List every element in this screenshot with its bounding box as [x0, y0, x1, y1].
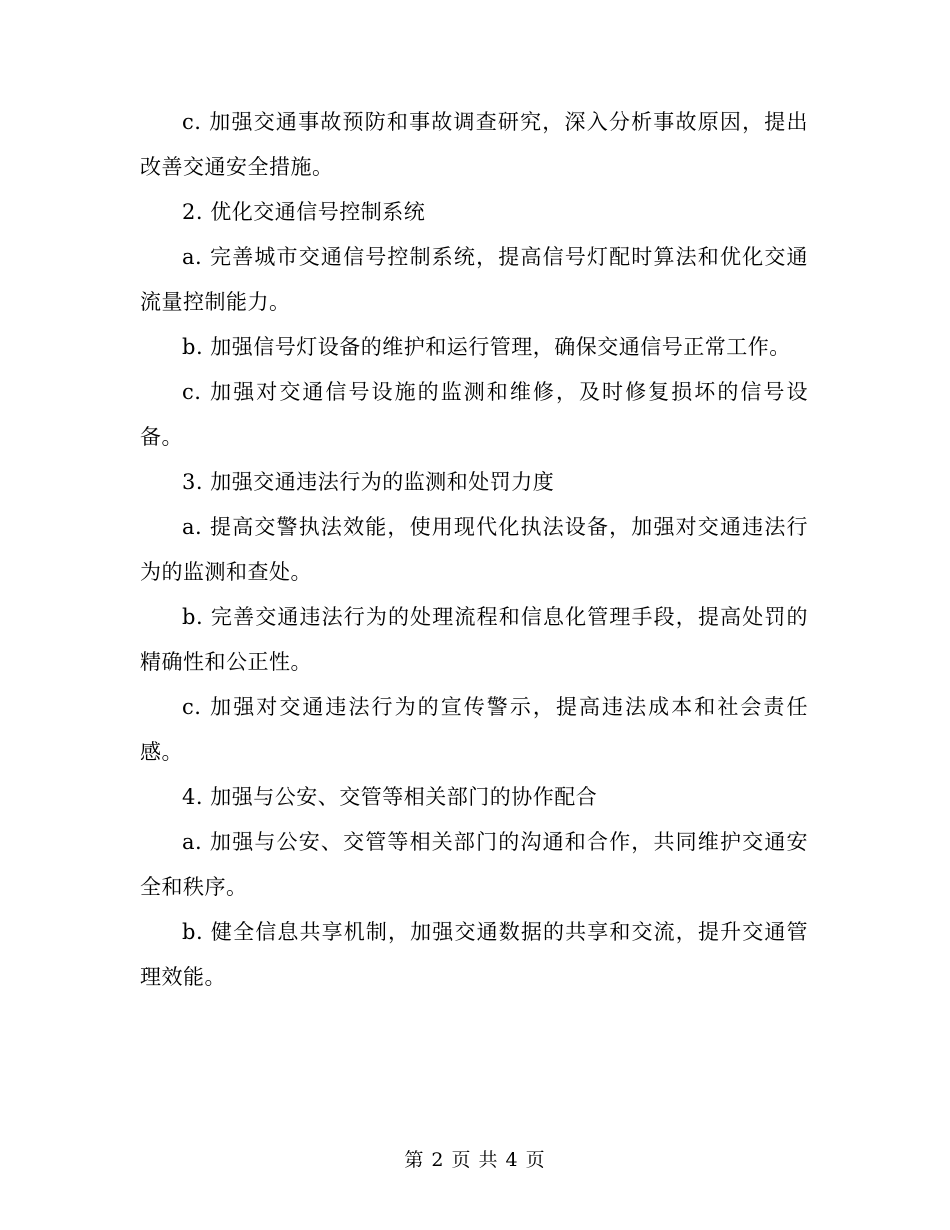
section-heading-cooperation: 4. 加强与公安、交管等相关部门的协作配合 [182, 785, 598, 809]
paragraph-item-b-signal-maintenance: b. 加强信号灯设备的维护和运行管理，确保交通信号正常工作。 [182, 335, 791, 359]
paragraph-item-c-accident: c. 加强交通事故预防和事故调查研究，深入分析事故原因，提出改善交通安全措施。 [140, 110, 808, 179]
paragraph-item-c-signal-repair: c. 加强对交通信号设施的监测和维修，及时修复损坏的信号设备。 [140, 380, 808, 449]
document-body [140, 100, 808, 1000]
section-heading-signal-control: 2. 优化交通信号控制系统 [182, 200, 426, 224]
paragraph-item-b-processing: b. 完善交通违法行为的处理流程和信息化管理手段，提高处罚的精确性和公正性。 [140, 605, 808, 674]
section-heading-violation-enforcement: 3. 加强交通违法行为的监测和处罚力度 [182, 470, 555, 494]
paragraph-item-a-communication: a. 加强与公安、交管等相关部门的沟通和合作，共同维护交通安全和秩序。 [140, 830, 808, 899]
paragraph-item-b-info-sharing: b. 健全信息共享机制，加强交通数据的共享和交流，提升交通管理效能。 [140, 920, 808, 989]
paragraph-item-c-publicity: c. 加强对交通违法行为的宣传警示，提高违法成本和社会责任感。 [140, 695, 808, 764]
paragraph-item-a-enforcement: a. 提高交警执法效能，使用现代化执法设备，加强对交通违法行为的监测和查处。 [140, 515, 808, 584]
paragraph-item-a-signal-system: a. 完善城市交通信号控制系统，提高信号灯配时算法和优化交通流量控制能力。 [140, 245, 808, 314]
page-number-footer: 第 2 页 共 4 页 [404, 1149, 546, 1171]
